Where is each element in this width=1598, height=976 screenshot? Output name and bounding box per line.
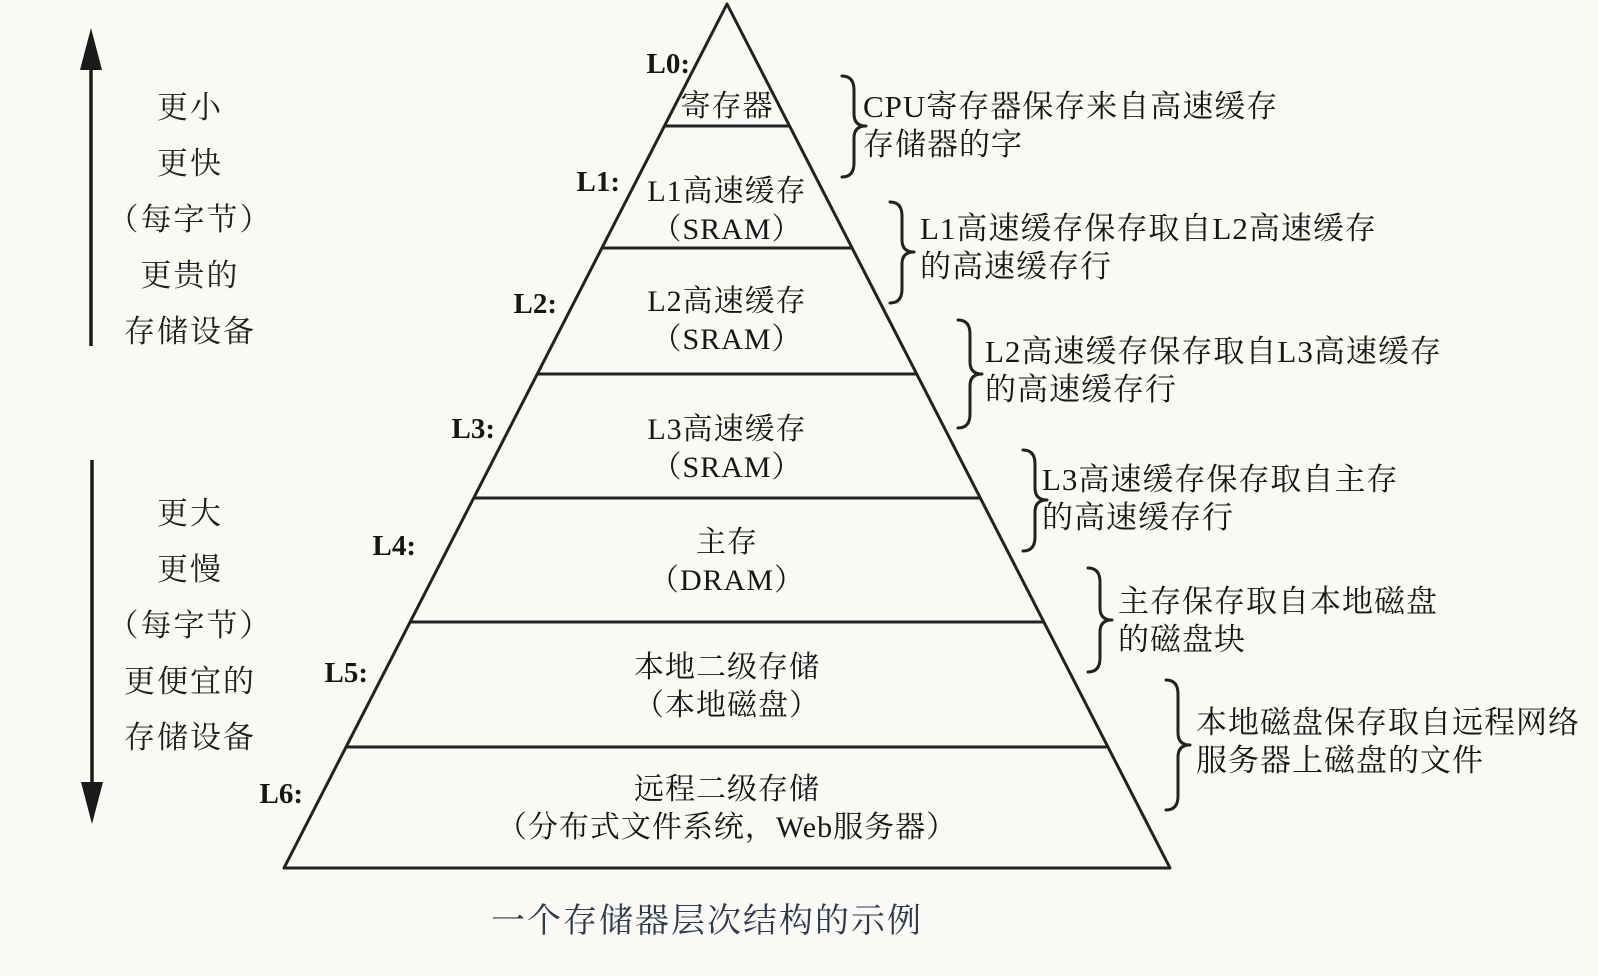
brace-l4 — [1088, 568, 1112, 672]
axis-bottom-line-3: （每字节） — [107, 608, 273, 643]
level-label-l0: L0: — [646, 48, 690, 80]
axis-bottom-line-5: 存储设备 — [124, 720, 256, 755]
level-l6-name: 远程二级存储 — [634, 773, 820, 806]
annotation-l0 — [863, 88, 1278, 164]
figure-caption: 一个存储器层次结构的示例 — [491, 902, 923, 940]
level-l2-text — [427, 283, 1027, 359]
axis-top-line-4: 更贵的 — [140, 258, 240, 293]
level-label-l4: L4: — [372, 530, 416, 562]
level-l4-name: 主存 — [696, 526, 758, 559]
annotation-l3-line2: 的高速缓存行 — [1042, 500, 1234, 535]
annotation-l0-line1: CPU寄存器保存来自高速缓存 — [863, 89, 1279, 124]
annotation-l1-line1: L1高速缓存保存取自L2高速缓存 — [920, 211, 1377, 246]
axis-label-top — [80, 80, 300, 360]
annotation-l2 — [985, 333, 1442, 409]
annotation-l4-line1: 主存保存取自本地磁盘 — [1118, 584, 1438, 619]
level-l5-text — [427, 649, 1027, 725]
level-l3-sub: （SRAM） — [651, 451, 803, 484]
level-l1-sub: （SRAM） — [651, 213, 803, 246]
level-l4-sub: （DRAM） — [648, 564, 805, 597]
annotation-l4 — [1118, 583, 1438, 659]
level-l1-name: L1高速缓存 — [647, 175, 807, 208]
level-label-l2: L2: — [513, 288, 557, 320]
annotation-l5-line1: 本地磁盘保存取自远程网络 — [1196, 705, 1580, 740]
annotation-l3-line1: L3高速缓存保存取自主存 — [1042, 462, 1399, 497]
brace-l5 — [1166, 680, 1190, 810]
level-label-l5: L5: — [324, 657, 368, 689]
annotation-l4-line2: 的磁盘块 — [1118, 622, 1246, 657]
level-label-l1: L1: — [576, 166, 620, 198]
level-l6-text — [427, 771, 1027, 847]
annotation-l1-line2: 的高速缓存行 — [920, 249, 1112, 284]
axis-top-line-5: 存储设备 — [124, 314, 256, 349]
axis-top-line-1: 更小 — [157, 90, 223, 125]
level-l5-name: 本地二级存储 — [634, 651, 820, 684]
level-l4-text — [427, 524, 1027, 600]
annotation-l1 — [920, 210, 1377, 286]
level-l0-name: 寄存器 — [680, 90, 774, 123]
axis-top-line-3: （每字节） — [107, 202, 273, 237]
axis-bottom-line-4: 更便宜的 — [124, 664, 256, 699]
level-label-l3: L3: — [451, 413, 495, 445]
annotation-l5 — [1196, 704, 1580, 780]
axis-bottom-line-2: 更慢 — [157, 552, 223, 587]
annotation-l2-line1: L2高速缓存保存取自L3高速缓存 — [985, 334, 1442, 369]
annotation-l0-line2: 存储器的字 — [863, 127, 1023, 162]
axis-label-bottom — [80, 486, 300, 766]
annotation-l2-line2: 的高速缓存行 — [985, 372, 1177, 407]
level-l3-name: L3高速缓存 — [647, 413, 807, 446]
axis-bottom-line-1: 更大 — [157, 496, 223, 531]
annotation-l5-line2: 服务器上磁盘的文件 — [1196, 743, 1484, 778]
level-l5-sub: （本地磁盘） — [634, 689, 820, 722]
annotation-l3 — [1042, 461, 1398, 537]
level-l2-sub: （SRAM） — [651, 323, 803, 356]
axis-top-line-2: 更快 — [157, 146, 223, 181]
level-label-l6: L6: — [259, 778, 303, 810]
level-l2-name: L2高速缓存 — [647, 285, 807, 318]
level-l3-text — [427, 411, 1027, 487]
level-l6-sub: （分布式文件系统，Web服务器） — [496, 811, 958, 844]
